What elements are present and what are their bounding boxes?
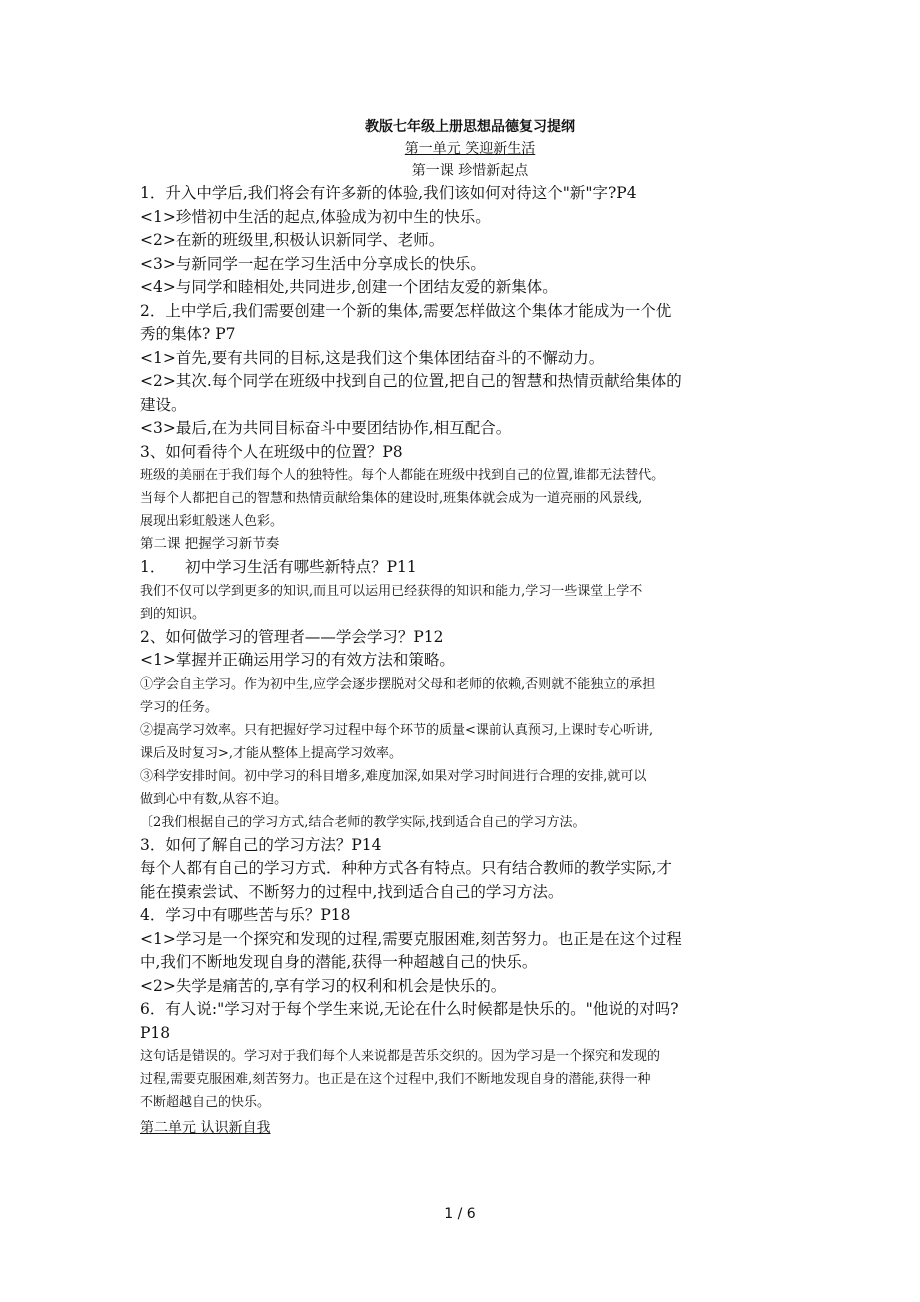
- question: 6．有人说:"学习对于每个学生来说,无论在什么时候都是快乐的。"他说的对吗?: [140, 1000, 679, 1018]
- question: 2．上中学后,我们需要创建一个新的集体,需要怎样做这个集体才能成为一个优: [140, 301, 672, 320]
- answer-line: 做到心中有数,从容不迫。: [140, 791, 288, 807]
- lesson-heading: 第二课 把握学习新节奏: [140, 536, 280, 552]
- answer-line: <2>失学是痛苦的,享有学习的权利和机会是快乐的。: [140, 976, 507, 995]
- answer-line: 课后及时复习>,才能从整体上提高学习效率。: [140, 745, 403, 761]
- question: 秀的集体? P7: [140, 325, 236, 343]
- answer-line: 建设。: [140, 395, 187, 414]
- page-number: 1 / 6: [444, 1206, 476, 1222]
- answer-line: 〔2我们根据自己的学习方式,结合老师的教学实际,找到适合自己的学习方法。: [140, 814, 586, 830]
- lesson-heading: 第一课 珍惜新起点: [411, 163, 529, 179]
- answer-line: 不断超越自己的快乐。: [140, 1095, 271, 1110]
- answer-line: <3>最后,在为共同目标奋斗中要团结协作,相互配合。: [140, 419, 512, 437]
- document-body: [140, 116, 800, 1140]
- answer-line: 班级的美丽在于我们每个人的独特性。每个人都能在班级中找到自己的位置,谁都无法替代。: [140, 468, 665, 483]
- answer-line: <4>与同学和睦相处,共同进步,创建一个团结友爱的新集体。: [140, 278, 558, 296]
- answer-line: 这句话是错误的。学习对于我们每个人来说都是苦乐交织的。因为学习是一个探究和发现的: [140, 1049, 661, 1064]
- answer-line: <2>在新的班级里,积极认识新同学、老师。: [140, 231, 445, 249]
- question: 2、如何做学习的管理者——学会学习？P12: [140, 627, 444, 646]
- answer-line: <1>学习是一个探究和发现的过程,需要克服困难,刻苦努力。也正是在这个过程: [140, 929, 682, 948]
- document-title: 教版七年级上册思想品德复习提纲: [365, 119, 575, 135]
- answer-line: 学习的任务。: [140, 699, 219, 715]
- unit-heading: 第二单元 认识新自我: [140, 1120, 271, 1136]
- answer-line: 当每个人都把自己的智慧和热情贡献给集体的建设时,班集体就会成为一道亮丽的风景线,: [140, 491, 643, 506]
- answer-line: 中,我们不断地发现自身的潜能,获得一种超越自己的快乐。: [140, 953, 538, 971]
- answer-line: 每个人都有自己的学习方式．种种方式各有特点。只有结合教师的教学实际,才: [140, 859, 672, 877]
- answer-line: ①学会自主学习。作为初中生,应学会逐步摆脱对父母和老师的依赖,否则就不能独立的承担: [140, 676, 656, 692]
- question: P18: [140, 1023, 171, 1042]
- answer-line: <1>首先,要有共同的目标,这是我们这个集体团结奋斗的不懈动力。: [140, 348, 605, 367]
- question: 3．如何了解自己的学习方法？P14: [140, 835, 382, 854]
- unit-heading: 第一单元 笑迎新生活: [404, 141, 536, 157]
- answer-line: 我们不仅可以学到更多的知识,而且可以运用已经获得的知识和能力,学习一些课堂上学不: [140, 583, 643, 599]
- answer-line: 到的知识。: [140, 606, 206, 622]
- question: 1． 初中学习生活有哪些新特点？P11: [140, 558, 417, 576]
- answer-line: 过程,需要克服困难,刻苦努力。也正是在这个过程中,我们不断地发现自身的潜能,获得一种: [140, 1072, 651, 1087]
- question: 4．学习中有哪些苦与乐？P18: [140, 906, 351, 924]
- answer-line: <3>与新同学一起在学习生活中分享成长的快乐。: [140, 254, 486, 273]
- question: 1．升入中学后,我们将会有许多新的体验,我们该如何对待这个"新"字?P4: [140, 184, 637, 202]
- question: 3、如何看待个人在班级中的位置？P8: [140, 442, 403, 461]
- answer-line: <1>珍惜初中生活的起点,体验成为初中生的快乐。: [140, 207, 491, 226]
- answer-line: 能在摸索尝试、不断努力的过程中,找到适合自己的学习方法。: [140, 882, 564, 901]
- answer-line: ②提高学习效率。只有把握好学习过程中每个环节的质量<课前认真预习,上课时专心听讲,: [140, 722, 654, 738]
- answer-line: 展现出彩虹般迷人色彩。: [140, 514, 284, 529]
- answer-line: <1>掌握并正确运用学习的有效方法和策略。: [140, 651, 455, 669]
- answer-line: <2>其次.每个同学在班级中找到自己的位置,把自己的智慧和热情贡献给集体的: [140, 372, 682, 390]
- answer-line: ③科学安排时间。初中学习的科目增多,难度加深,如果对学习时间进行合理的安排,就可以: [140, 768, 647, 784]
